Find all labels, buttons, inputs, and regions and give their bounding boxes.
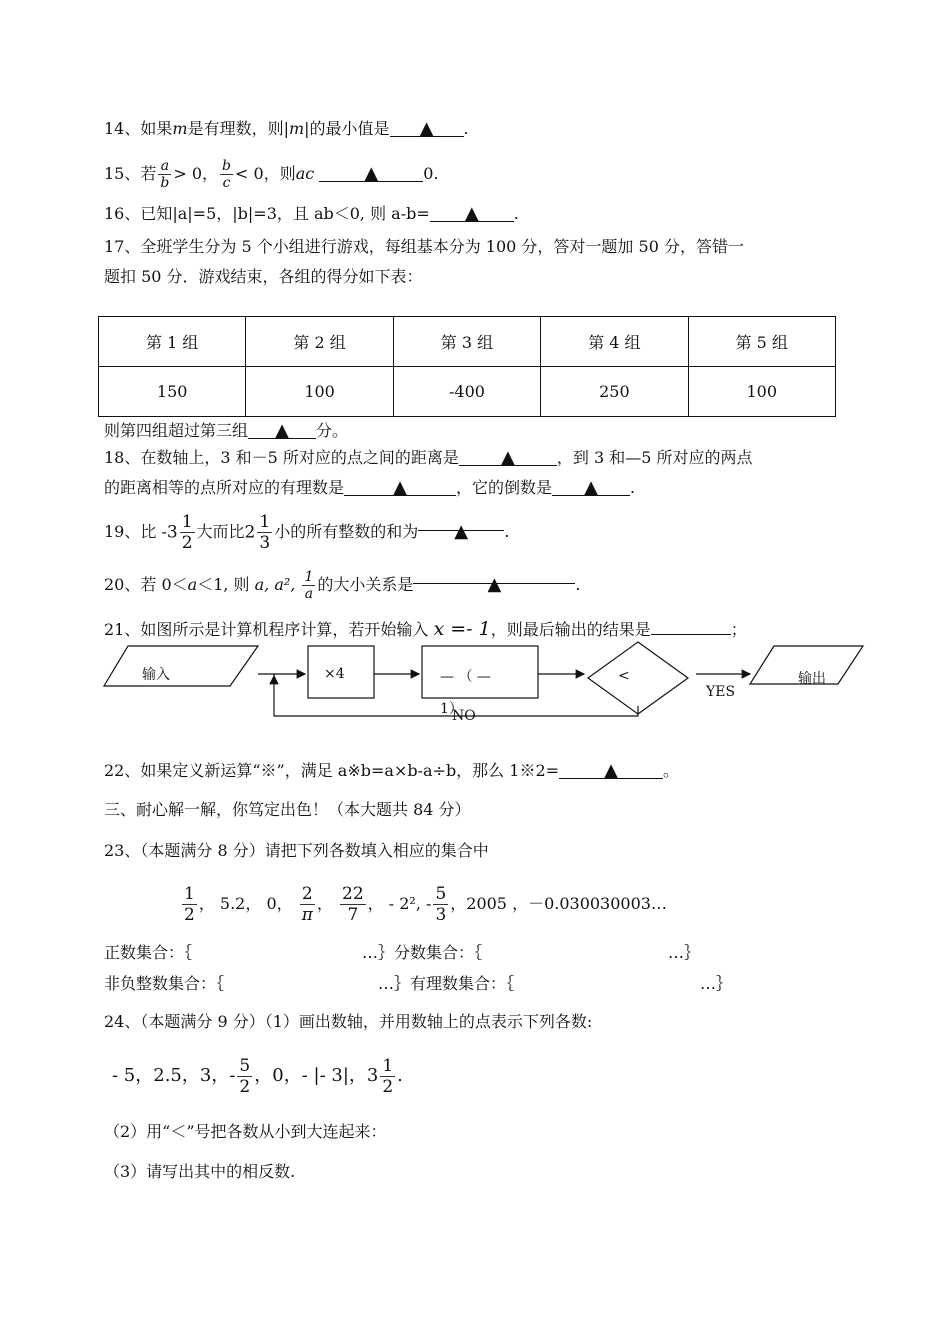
section-title: 三、耐心解一解，你笃定出色！（本大题共 84 分） [104,800,471,819]
question-22: 22、如果定义新运算“※”，满足 a※b=a×b-a÷b，那么 1※2= ▲ 。 [104,760,680,781]
answer-blank[interactable] [552,477,630,496]
triangle-icon: ▲ [364,163,379,184]
question-20: 20、若 0＜a＜1, 则 a, a², $\frac{1}{a}$ 的大小关系是 ▲ . [104,565,581,605]
answer-blank[interactable] [248,420,316,439]
question-15: 15、若 $\frac{a}{b}$ > 0， $\frac{b}{c}$ < 0，则ac ▲ 0. [104,158,439,191]
set-row-1: 正数集合：｛ …｝分数集合：｛ …｝ [104,943,701,962]
input-parallelogram [104,646,258,686]
question-21: 21、如图所示是计算机程序计算，若开始输入 x =- 1，则最后输出的结果是 ； [104,618,747,640]
triangle-icon: ▲ [500,447,515,468]
question-16: 16、已知|a|=5，|b|=3，且 ab＜0, 则 a-b= ▲ . [104,203,519,224]
question-23-title: 23、（本题满分 8 分）请把下列各数填入相应的集合中 [104,841,489,860]
flow-yes-label: YES [706,684,736,700]
question-24-part3: （3）请写出其中的相反数. [104,1162,296,1181]
triangle-icon: ▲ [487,574,502,595]
table-header-row [99,317,836,367]
table-cell: 150 [99,367,246,417]
table-cell: 250 [541,367,688,417]
fraction-5-over-3: $\frac{5}{3}$ [435,884,447,925]
answer-blank[interactable] [418,512,504,542]
fraction-2-over-pi: $\frac{2}{\pi}$ [301,884,313,925]
table-cell: -400 [393,367,540,417]
question-24-title: 24、（本题满分 9 分）（1）画出数轴，并用数轴上的点表示下列各数: [104,1012,593,1031]
fraction-22-over-7: $\frac{22}{7}$ [342,884,364,925]
triangle-icon: ▲ [275,420,289,441]
question-24-part2: （2）用“＜”号把各数从小到大连起来： [104,1122,387,1141]
fraction-1-over-2: $\frac{1}{2}$ [184,884,195,925]
fraction-b-over-c: $\frac{b}{c}$ [222,158,232,191]
fraction-5-over-2: $\frac{5}{2}$ [239,1055,251,1097]
answer-blank[interactable] [559,760,663,779]
flow-times-label: ×4 [324,666,345,682]
fraction-1-over-a: $\frac{1}{a}$ [304,569,314,602]
table-cell: 第 2 组 [246,317,393,367]
table-cell: 第 4 组 [541,317,688,367]
positive-set-label: 正数集合：｛ [104,943,193,962]
triangle-icon: ▲ [454,521,469,542]
flow-input-label: 输入 [142,667,170,683]
table-cell: 第 5 组 [688,317,835,367]
score-table [98,316,836,417]
answer-blank[interactable] [413,565,575,595]
fraction-a-over-b: $\frac{a}{b}$ [160,158,170,191]
table-cell: 100 [688,367,835,417]
question-17-ask: 则第四组超过第三组 ▲ 分。 [104,420,349,441]
question-17-line2: 题扣 50 分．游戏结束，各组的得分如下表： [104,267,423,286]
triangle-icon: ▲ [419,118,434,139]
nonneg-int-set-label: 非负整数集合：｛ [104,974,225,993]
fraction-1-over-2: $\frac{1}{2}$ [181,512,193,553]
triangle-icon: ▲ [393,477,407,498]
answer-blank[interactable] [430,203,514,222]
table-cell: 100 [246,367,393,417]
condition-diamond [588,642,688,714]
question-14: 14、如果m是有理数，则|m|的最小值是 ▲ . [104,118,469,139]
table-row [99,367,836,417]
triangle-icon: ▲ [464,203,479,224]
answer-blank[interactable] [344,477,456,496]
flow-minus-label-2: 1） [440,701,463,717]
table-cell: 第 3 组 [393,317,540,367]
flow-no-label: NO [452,708,476,724]
table-cell: 第 1 组 [99,317,246,367]
flow-condition-label: < [618,668,630,684]
question-23-numbers: $\frac{1}{2}$ ， 5.2， 0， $\frac{2}{\pi}$ ， $\frac{22}{7}$ ， - 2², - $\frac{5}{3}$ ，2005 ，－0.030030003… [184,884,667,925]
question-24-numbers: - 5，2.5，3，- $\frac{5}{2}$ ，0，- |- 3|，3 $\frac{1}{2}$ . [112,1055,403,1097]
answer-blank[interactable] [459,447,557,466]
question-18-line1: 18、在数轴上，3 和－5 所对应的点之间的距离是 ▲ ，到 3 和—5 所对应的两点 [104,447,753,468]
set-row-2: 非负整数集合：｛ …｝有理数集合：｛ …｝ [104,974,733,993]
fraction-1-over-2: $\frac{1}{2}$ [382,1055,394,1097]
fraction-1-over-3: $\frac{1}{3}$ [259,512,271,553]
answer-blank[interactable] [319,163,423,182]
answer-blank[interactable] [390,118,464,137]
flow-minus-label: — （ — [440,669,491,685]
question-18-line2: 的距离相等的点所对应的有理数是 ▲ ，它的倒数是 ▲ . [104,477,636,498]
answer-blank[interactable] [651,616,731,635]
triangle-icon: ▲ [584,477,598,498]
flow-output-label: 输出 [798,671,826,687]
question-17-line1: 17、全班学生分为 5 个小组进行游戏，每组基本分为 100 分，答对一题加 50 分，答错一 [104,237,744,256]
triangle-icon: ▲ [604,760,618,781]
question-19: 19、比 -3 $\frac{1}{2}$ 大而比2 $\frac{1}{3}$ 小的所有整数的和为 ▲ . [104,512,510,553]
